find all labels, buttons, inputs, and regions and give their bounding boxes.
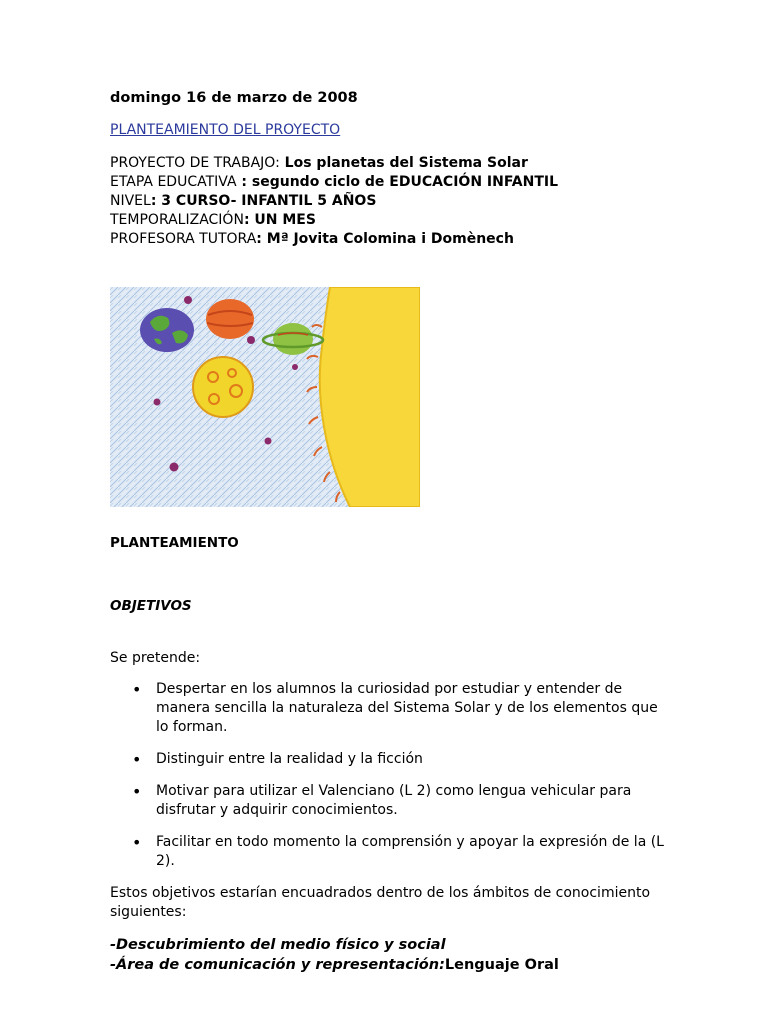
objectives-list	[110, 680, 666, 884]
solar-system-drawing[interactable]	[110, 287, 420, 507]
meta-row-proyecto: PROYECTO DE TRABAJO: Los planetas del Sistema Solar	[110, 155, 528, 171]
list-item: • Facilitar en todo momento la comprensión y apoyar la expresión de la (L 2).	[156, 833, 666, 871]
area-comunicacion: -Área de comunicación y representación:Lenguaje Oral	[110, 957, 559, 973]
project-title-link[interactable]: PLANTEAMIENTO DEL PROYECTO	[110, 122, 341, 138]
list-item: • Despertar en los alumnos la curiosidad por estudiar y entender de manera sencilla la naturaleza del Sistema Solar y de los elementos que lo forman.	[156, 680, 666, 737]
meta-row-etapa: ETAPA EDUCATIVA : segundo ciclo de EDUCACIÓN INFANTIL	[110, 174, 559, 190]
closing-text: Estos objetivos estarían encuadrados dentro de los ámbitos de conocimiento siguientes:	[110, 885, 651, 920]
list-item: • Distinguir entre la realidad y la ficción	[156, 750, 666, 769]
orange-planet	[206, 299, 254, 339]
yellow-planet	[193, 357, 253, 417]
section-objetivos: OBJETIVOS	[110, 598, 192, 614]
meta-row-temporalizacion: TEMPORALIZACIÓN: UN MES	[110, 212, 316, 228]
knowledge-areas	[110, 935, 559, 975]
earth-planet	[140, 308, 194, 352]
project-meta	[110, 154, 558, 249]
post-date: domingo 16 de marzo de 2008	[110, 90, 358, 106]
section-planteamiento: PLANTEAMIENTO	[110, 535, 239, 551]
meta-row-nivel: NIVEL: 3 CURSO- INFANTIL 5 AÑOS	[110, 193, 377, 209]
area-medio-fisico: -Descubrimiento del medio físico y social	[110, 937, 446, 953]
intro-text: Se pretende:	[110, 650, 201, 666]
list-item: • Motivar para utilizar el Valenciano (L 2) como lengua vehicular para disfrutar y adquirir conocimientos.	[156, 782, 666, 820]
meta-row-profesora: PROFESORA TUTORA: Mª Jovita Colomina i Domènech	[110, 231, 514, 247]
